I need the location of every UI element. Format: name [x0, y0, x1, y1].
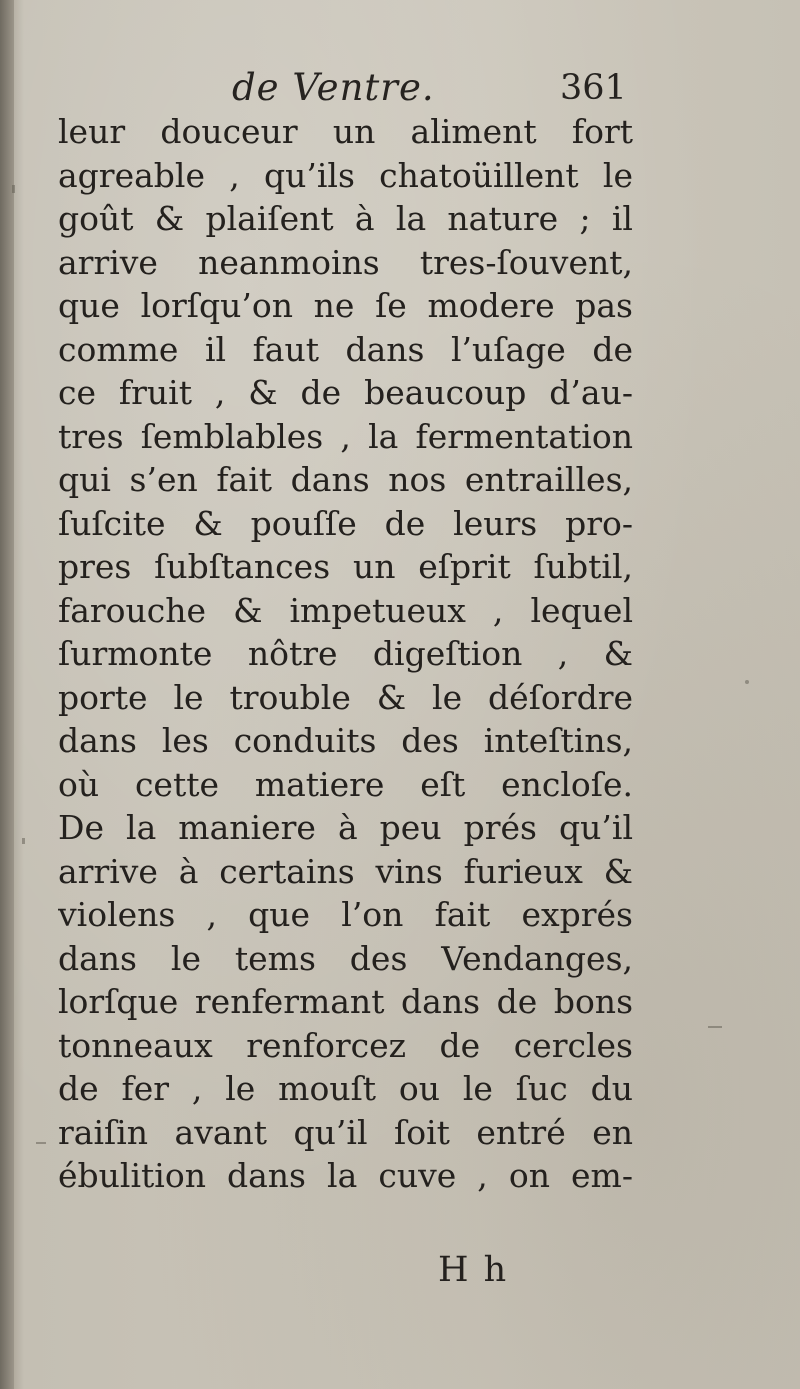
text-line: agreable , qu’ils chatoüillent le [58, 155, 633, 195]
text-line: raiſin avant qu’il ſoit entré en [58, 1112, 633, 1152]
page-header [0, 58, 800, 108]
text-line: comme il faut dans l’uſage de [58, 329, 633, 369]
text-line: de fer , le mouſt ou le ſuc du [58, 1069, 633, 1108]
page-number: 361 [560, 68, 627, 108]
body-text [58, 110, 633, 1198]
text-line: dans les conduits des inteſtins, [58, 721, 633, 760]
text-line: porte le trouble & le déſordre [58, 677, 633, 717]
text-line: leur douceur un aliment fort [58, 112, 633, 151]
paper-speck [708, 1026, 722, 1028]
running-title: de Ventre. [232, 66, 435, 109]
paper-speck [22, 838, 25, 844]
text-line: dans le tems des Vendanges, [58, 938, 633, 978]
text-line: où cette matiere eſt encloſe. [58, 764, 633, 804]
text-line: arrive neanmoins tres-ſouvent, [58, 242, 633, 282]
signature-mark: H h [438, 1250, 509, 1290]
paper-speck [12, 185, 15, 193]
text-line: ébulition dans la cuve , on em- [58, 1156, 633, 1195]
text-line: arrive à certains vins furieux & [58, 851, 633, 891]
text-line: tonneaux renforcez de cercles [58, 1025, 633, 1065]
text-line: tres ſemblables , la fermentation [58, 416, 633, 456]
text-line: pres ſubſtances un eſprit ſubtil, [58, 547, 633, 586]
paper-speck [36, 1142, 46, 1144]
text-line: ſuſcite & pouſſe de leurs pro- [58, 503, 633, 543]
text-line: ſurmonte nôtre digeſtion , & [58, 634, 633, 673]
text-line: ce fruit , & de beaucoup d’au- [58, 373, 633, 412]
text-line: violens , que l’on fait exprés [58, 895, 633, 934]
text-line: que lorſqu’on ne ſe modere pas [58, 286, 633, 325]
text-line: De la maniere à peu prés qu’il [58, 808, 633, 847]
text-line: goût & plaiſent à la nature ; il [58, 199, 633, 238]
text-line: qui s’en fait dans nos entrailles, [58, 460, 633, 499]
paper-speck [745, 680, 749, 684]
page-gutter-shadow [0, 0, 14, 1389]
text-line: lorſque renfermant dans de bons [58, 982, 633, 1021]
text-line: farouche & impetueux , lequel [58, 590, 633, 630]
